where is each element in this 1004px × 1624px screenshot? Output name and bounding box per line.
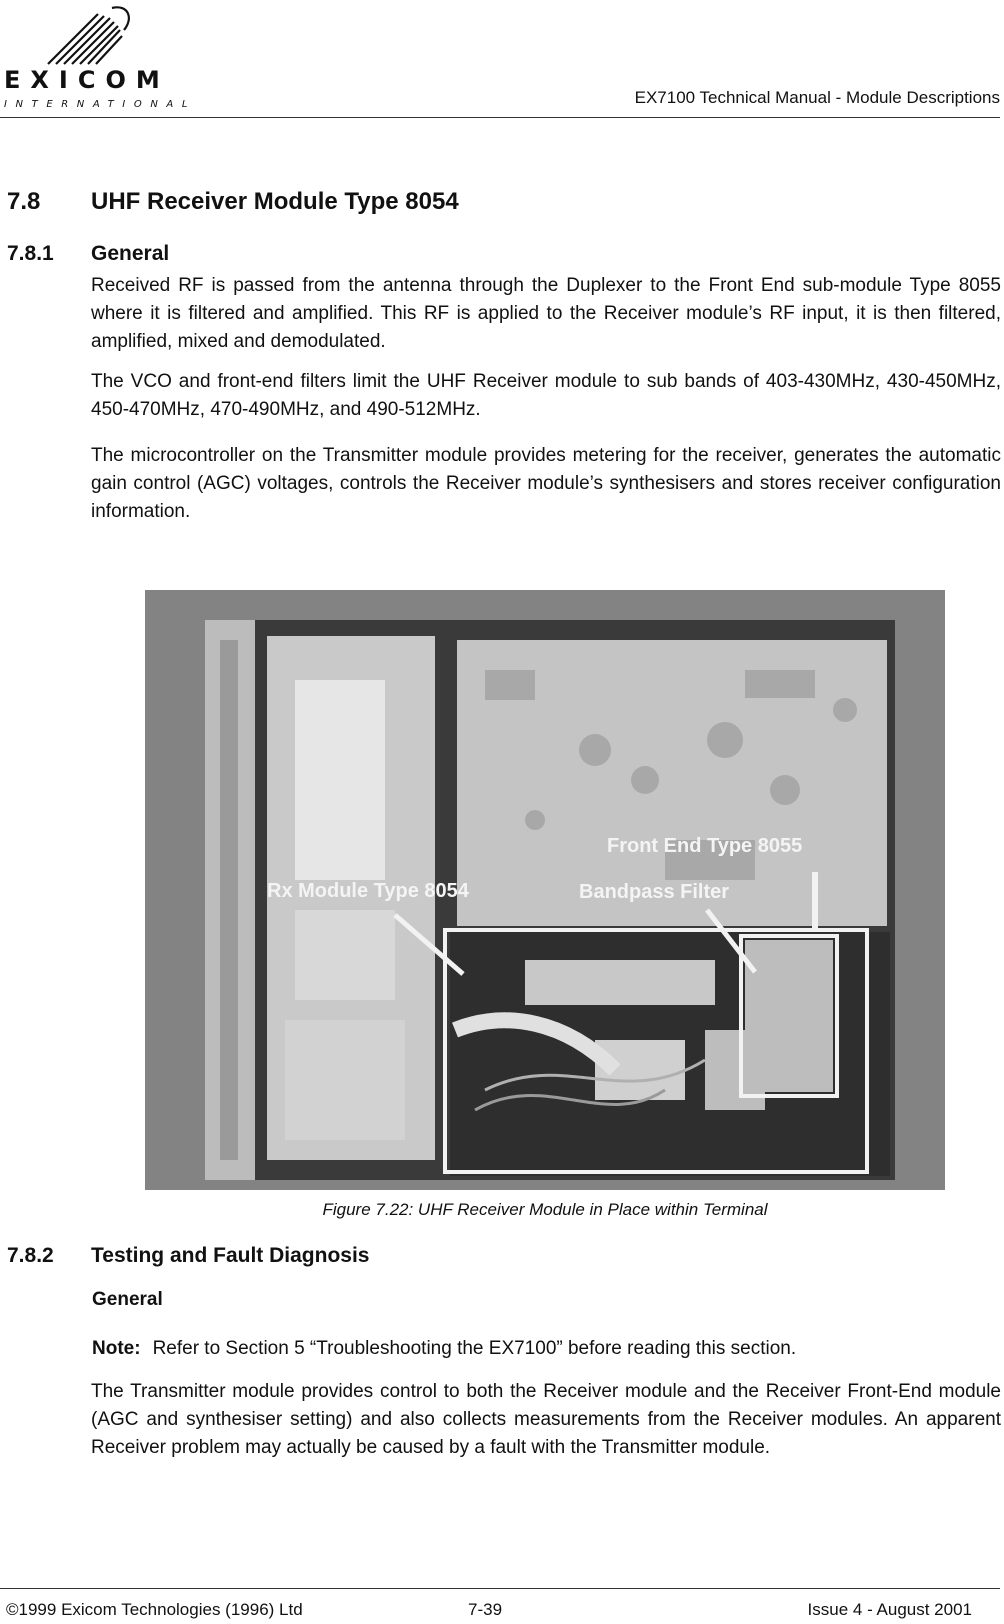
testing-paragraph: The Transmitter module provides control to both the Receiver module and the Receiver Front-End module (AGC and synthesiser setting) and also collects measurements from the Receiver modules. An apparent Receiver problem may actually be caused by a fault with the Transmitter module.: [91, 1381, 1001, 1458]
subsection-number: 7.8.1: [7, 242, 54, 265]
subsection-title: General: [91, 242, 170, 265]
footer-copyright: ©1999 Exicom Technologies (1996) Ltd: [6, 1600, 303, 1619]
logo-subtitle: INTERNATIONAL: [4, 99, 197, 110]
label-rx-module: Rx Module Type 8054: [267, 880, 469, 902]
general-paragraph-2: The VCO and front-end filters limit the UHF Receiver module to sub bands of 403-430MHz, 430-450MHz, 450-470MHz, 470-490MHz, and 490-512MHz.: [91, 371, 1001, 420]
label-bandpass-filter: Bandpass Filter: [579, 881, 730, 903]
label-front-end: Front End Type 8055: [607, 835, 803, 857]
subsection-heading-general: [7, 242, 169, 266]
header-divider: [0, 117, 1000, 118]
general-paragraph-3: The microcontroller on the Transmitter module provides metering for the receiver, generates the automatic gain control (AGC) voltages, controls the Receiver module’s synthesisers and stores receiver configuration information.: [91, 445, 1001, 522]
header-title: EX7100 Technical Manual - Module Descriptions: [634, 88, 1000, 107]
subsection-title: Testing and Fault Diagnosis: [91, 1244, 370, 1267]
exicom-logo: [0, 0, 197, 112]
note: [92, 1338, 796, 1360]
testing-subheading: General: [92, 1289, 163, 1310]
subsection-number: 7.8.2: [7, 1244, 54, 1267]
note-text: Refer to Section 5 “Troubleshooting the EX7100” before reading this section.: [152, 1338, 797, 1359]
subsection-heading-testing: [7, 1244, 369, 1268]
footer-page-number: 7-39: [468, 1600, 503, 1619]
logo-wordmark: EXICOM: [4, 66, 170, 94]
receiver-module-photo: [145, 590, 945, 1190]
footer-divider: [0, 1588, 1000, 1589]
figure-caption: Figure 7.22: UHF Receiver Module in Place within Terminal: [322, 1200, 768, 1219]
note-label: Note:: [92, 1338, 141, 1359]
section-number: 7.8: [7, 188, 41, 215]
section-heading: [7, 188, 459, 216]
logo-swoosh-icon: [48, 7, 129, 64]
general-paragraph-1: Received RF is passed from the antenna through the Duplexer to the Front End sub-module Type 8055 where it is filtered and amplified. This RF is applied to the Receiver module’s RF input, it is then filtered, amplified, mixed and demodulated.: [91, 275, 1001, 352]
section-title: UHF Receiver Module Type 8054: [91, 188, 459, 215]
footer-issue: Issue 4 - August 2001: [807, 1600, 972, 1619]
